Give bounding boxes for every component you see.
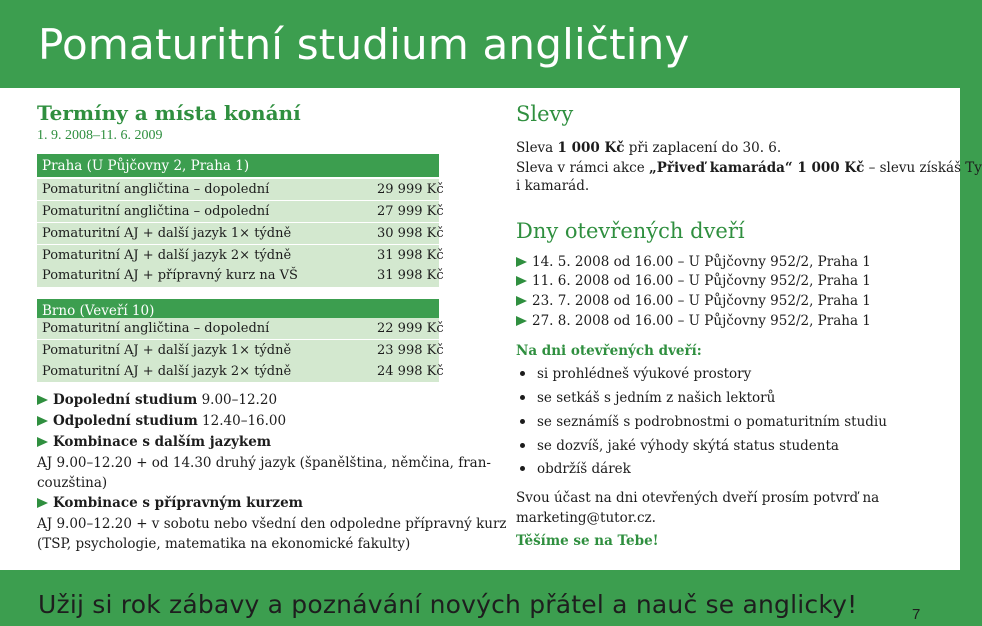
row-name: Pomaturitní angličtina – dopolední <box>42 321 270 336</box>
schedule-afternoon <box>37 413 286 429</box>
triangle-bullet-icon <box>516 296 527 306</box>
row-price: 30 998 Kč <box>377 226 444 241</box>
triangle-bullet-icon <box>37 437 48 447</box>
triangle-bullet-icon <box>37 498 48 508</box>
open-days-bullet <box>520 438 839 454</box>
bullet-icon <box>520 371 525 376</box>
combo-language-heading <box>37 434 271 450</box>
combo-language-line2: couzština) <box>37 475 108 491</box>
terms-dates: 1. 9. 2008–11. 6. 2009 <box>37 128 163 143</box>
bullet-icon <box>520 395 525 400</box>
terms-heading: Termíny a místa konání <box>37 101 301 125</box>
bullet-text: se seznámíš s podrobnostmi o pomaturitním studiu <box>537 414 887 430</box>
schedule-label: Dopolední studium <box>53 392 198 408</box>
row-name: Pomaturitní AJ + další jazyk 1× týdně <box>42 343 292 358</box>
row-name: Pomaturitní AJ + přípravný kurz na VŠ <box>42 267 298 283</box>
triangle-bullet-icon <box>37 416 48 426</box>
row-name: Pomaturitní AJ + další jazyk 2× týdně <box>42 364 292 379</box>
table-row <box>37 340 444 361</box>
bullet-icon <box>520 443 525 448</box>
table-row <box>37 201 444 222</box>
discounts-heading: Slevy <box>516 102 574 126</box>
bullet-icon <box>520 466 525 471</box>
open-days-intro: Na dni otevřených dveří: <box>516 343 702 359</box>
row-name: Pomaturitní angličtina – odpolední <box>42 204 270 219</box>
triangle-bullet-icon <box>516 276 527 286</box>
discount-text: Sleva <box>516 140 558 156</box>
open-day-text: 14. 5. 2008 od 16.00 – U Půjčovny 952/2, Praha 1 <box>532 254 871 270</box>
confirm-line1: Svou účast na dni otevřených dveří prosím potvrď na <box>516 490 880 506</box>
open-day-item <box>516 293 871 309</box>
table-row <box>37 179 444 200</box>
bullet-icon <box>520 419 525 424</box>
row-price: 31 998 Kč <box>377 248 444 263</box>
schedule-time: 12.40–16.00 <box>197 413 287 429</box>
open-days-heading: Dny otevřených dveří <box>516 219 745 243</box>
combo-prep-line2: (TSP, psychologie, matematika na ekonomické fakulty) <box>37 536 411 552</box>
triangle-bullet-icon <box>516 316 527 326</box>
brno-table-header: Brno (Veveří 10) <box>37 299 439 322</box>
confirm-email: marketing@tutor.cz. <box>516 510 656 526</box>
discount-text: – slevu získáš Ty <box>864 160 982 176</box>
discount-promo: „Přiveď kamaráda“ 1 000 Kč <box>648 160 865 176</box>
triangle-bullet-icon <box>516 257 527 267</box>
schedule-morning <box>37 392 277 408</box>
combo-prep-heading <box>37 495 303 511</box>
page-number: 7 <box>912 606 921 623</box>
open-day-item <box>516 313 871 329</box>
bullet-text: obdržíš dárek <box>537 461 631 477</box>
discount-text: Sleva v rámci akce <box>516 160 649 176</box>
discount-line2 <box>516 158 982 178</box>
row-name: Pomaturitní AJ + další jazyk 2× týdně <box>42 248 292 263</box>
discount-line1 <box>516 138 781 158</box>
schedule-label: Odpolední studium <box>53 413 198 429</box>
bullet-text: si prohlédneš výukové prostory <box>537 366 752 382</box>
table-row <box>37 223 444 244</box>
table-row <box>37 318 444 339</box>
row-price: 22 999 Kč <box>377 321 444 336</box>
table-row <box>37 361 444 382</box>
open-day-text: 27. 8. 2008 od 16.00 – U Půjčovny 952/2, Praha 1 <box>532 313 871 329</box>
row-name: Pomaturitní AJ + další jazyk 1× týdně <box>42 226 292 241</box>
table-row <box>37 263 444 287</box>
open-days-bullet <box>520 414 887 430</box>
schedule-time: 9.00–12.20 <box>197 392 278 408</box>
row-price: 24 998 Kč <box>377 364 444 379</box>
combo-prep-label: Kombinace s přípravným kurzem <box>53 495 303 511</box>
bullet-text: se setkáš s jedním z našich lektorů <box>537 390 776 406</box>
open-day-text: 23. 7. 2008 od 16.00 – U Půjčovny 952/2, Praha 1 <box>532 293 871 309</box>
discount-amount: 1 000 Kč <box>557 140 625 156</box>
combo-prep-line1: AJ 9.00–12.20 + v sobotu nebo všední den odpoledne přípravný kurz <box>37 516 507 532</box>
open-day-item <box>516 273 871 289</box>
combo-language-line1: AJ 9.00–12.20 + od 14.30 druhý jazyk (španělština, němčina, fran- <box>37 455 491 471</box>
row-price: 23 998 Kč <box>377 343 444 358</box>
row-price: 29 999 Kč <box>377 182 444 197</box>
triangle-bullet-icon <box>37 395 48 405</box>
open-day-item <box>516 254 871 270</box>
page-title: Pomaturitní studium angličtiny <box>38 19 690 69</box>
footer-slogan: Užij si rok zábavy a poznávání nových přátel a nauč se anglicky! <box>38 590 858 619</box>
open-days-bullet <box>520 366 751 382</box>
combo-language-label: Kombinace s dalším jazykem <box>53 434 272 450</box>
closing-text: Těšíme se na Tebe! <box>516 533 659 549</box>
row-name: Pomaturitní angličtina – dopolední <box>42 182 270 197</box>
bullet-text: se dozvíš, jaké výhody skýtá status studenta <box>537 438 839 454</box>
discount-text: při zaplacení do 30. 6. <box>624 140 782 156</box>
open-days-bullet <box>520 461 631 477</box>
praha-table-header: Praha (U Půjčovny 2, Praha 1) <box>37 154 439 177</box>
row-price: 27 999 Kč <box>377 204 444 219</box>
discount-line3: i kamarád. <box>516 178 590 194</box>
open-days-bullet <box>520 390 775 406</box>
open-day-text: 11. 6. 2008 od 16.00 – U Půjčovny 952/2, Praha 1 <box>532 273 871 289</box>
row-price: 31 998 Kč <box>377 267 444 283</box>
